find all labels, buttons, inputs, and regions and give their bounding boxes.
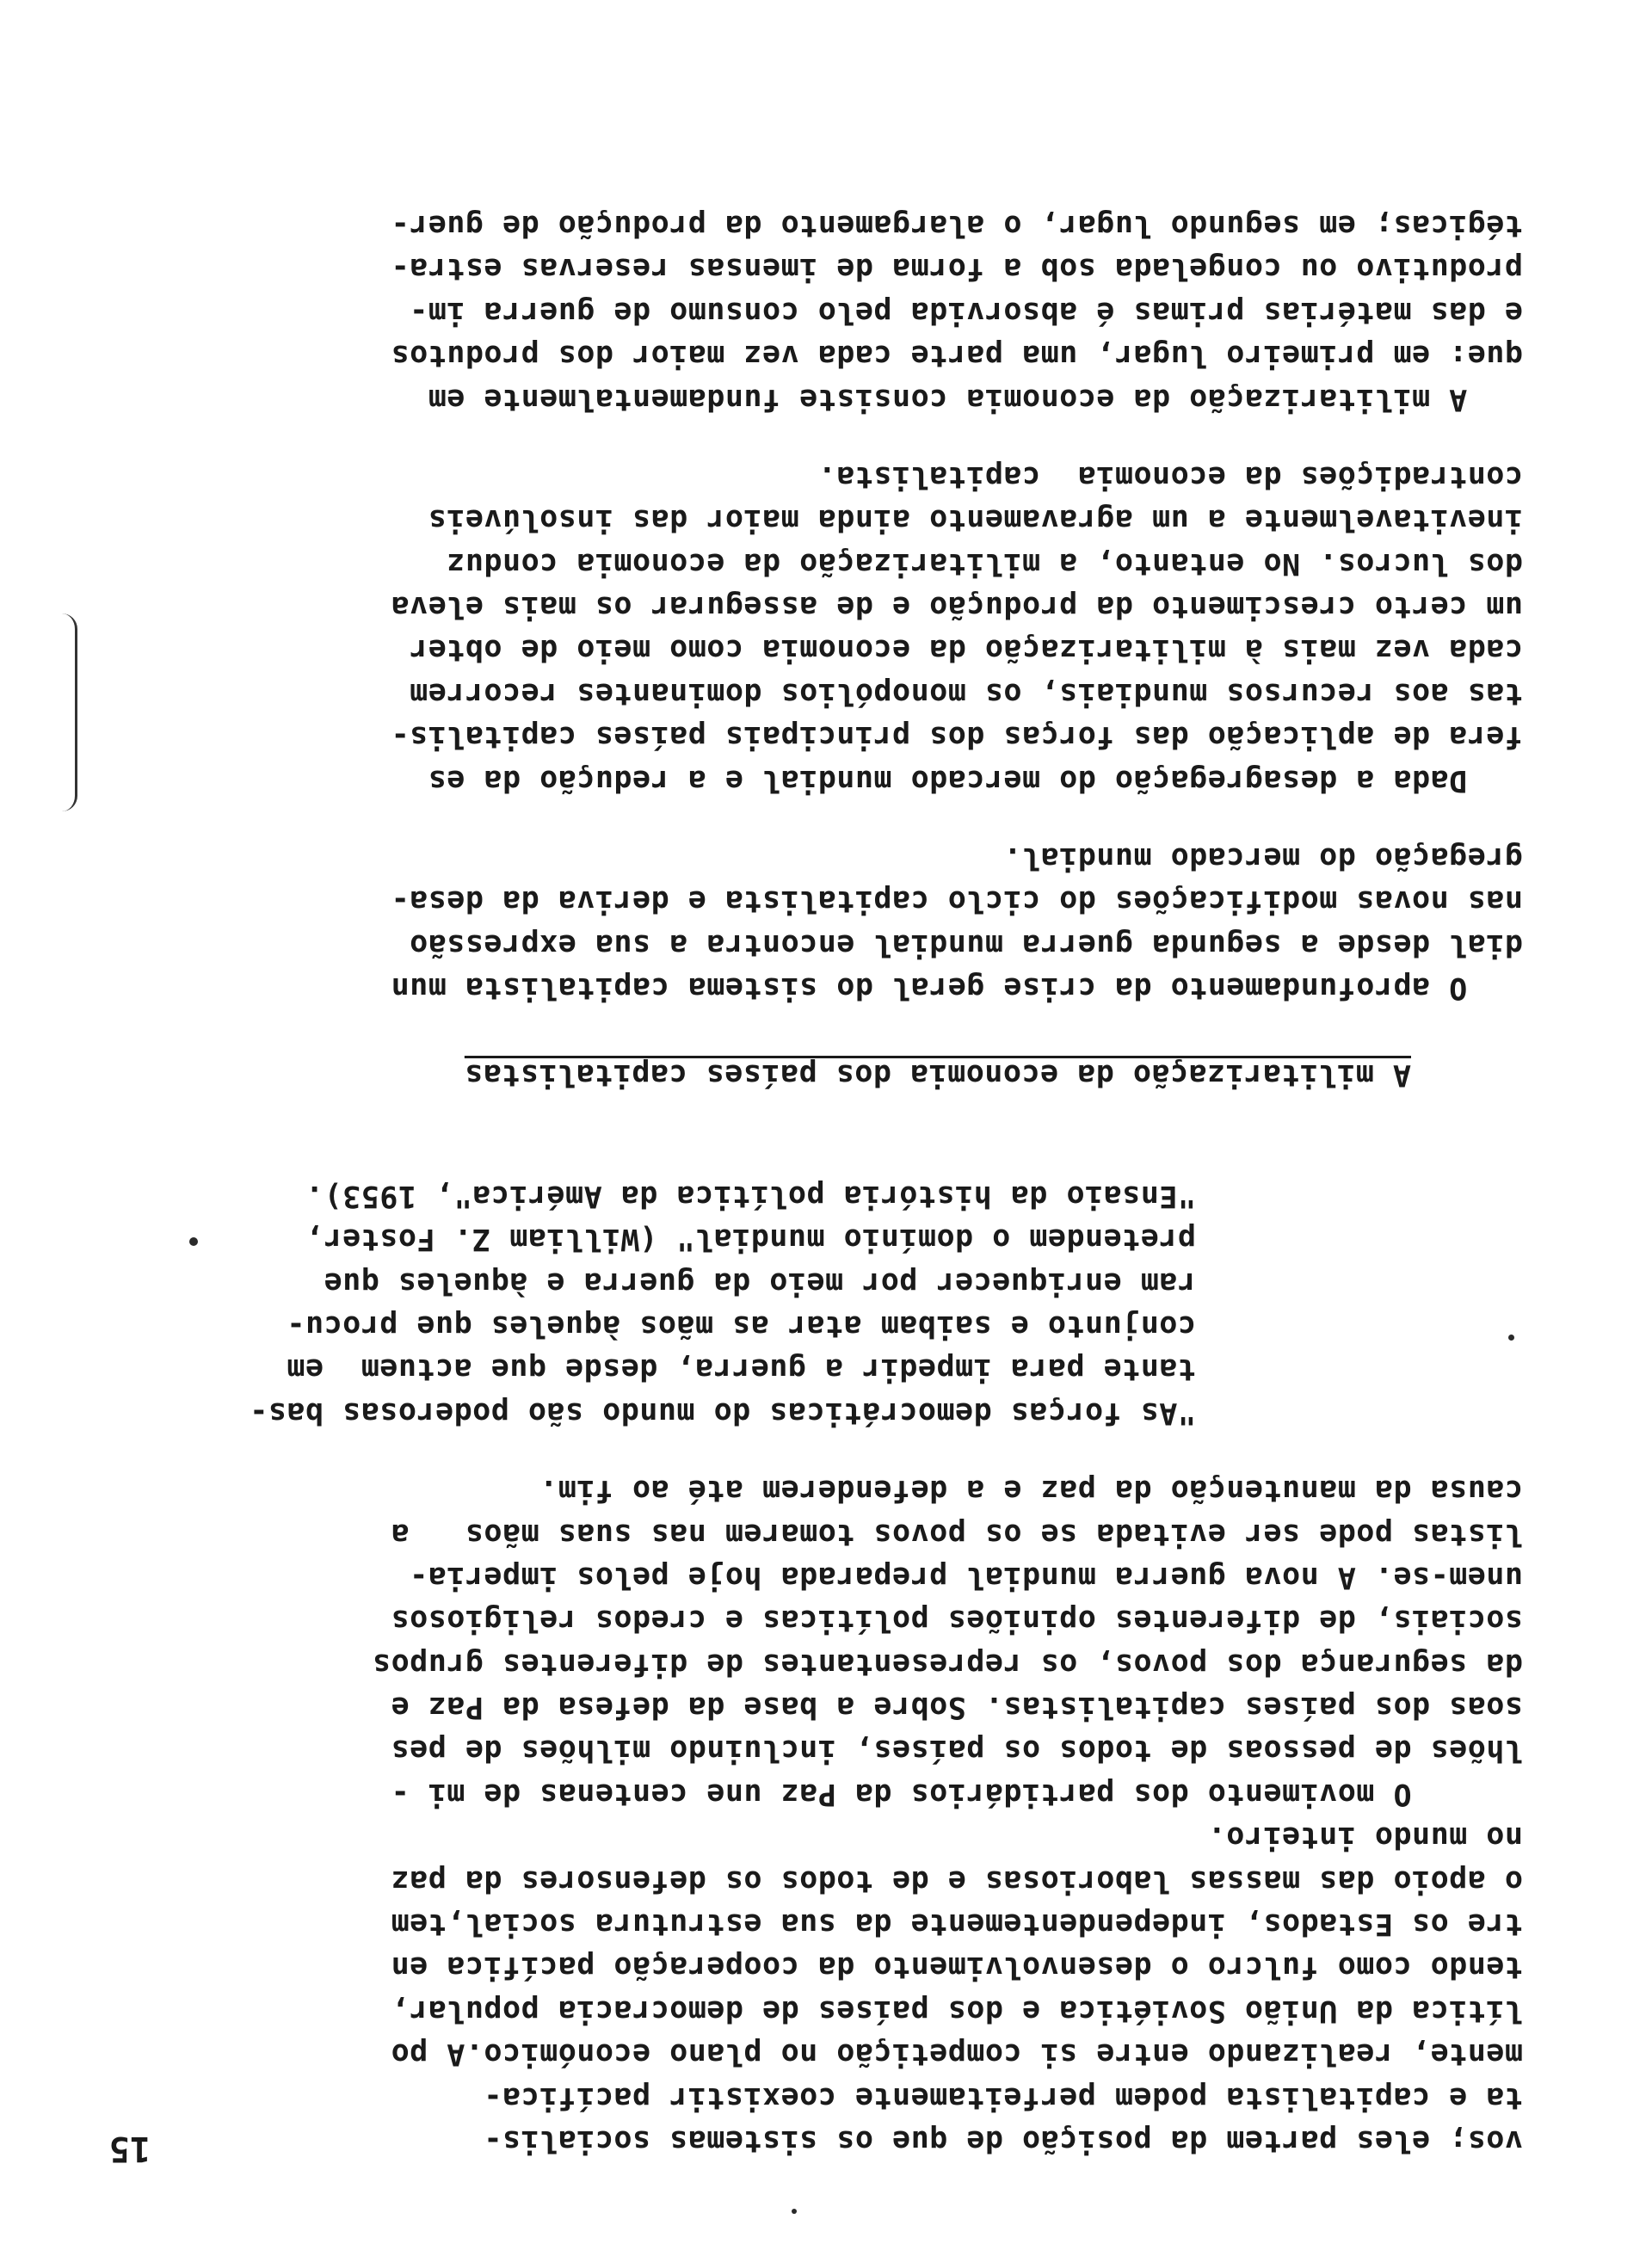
quote-line: pretendem o domínio mundial" (William Z. Foster, <box>305 1222 1196 1257</box>
text-line: O movimento dos partidários da Paz une centenas de mi - <box>391 1776 1523 1811</box>
paragraph-market-disaggregation <box>95 455 1523 802</box>
text-line: causa da manutenção da paz e a defenderem até ao fim. <box>539 1473 1523 1508</box>
text-line: tégicas; em segundo lugar, o alargamento da produção de guer- <box>391 207 1523 243</box>
quote-line: conjunto e saibam atar as mãos àqueles que procu- <box>286 1308 1196 1343</box>
block-quote <box>95 1174 1523 1433</box>
text-line: dos lucros. No entanto, a militarização da economia conduz <box>446 546 1523 581</box>
text-line: tas aos recursos mundiais, os monopólios dominantes recorrem <box>409 675 1523 711</box>
text-line: um certo crescimento da produção e de assegurar os mais eleva <box>391 589 1523 625</box>
text-line: listas pode ser evitada se os povos tomarem nas suas mãos a <box>391 1516 1523 1551</box>
text-line: e das matérias primas é absorvida pelo consumo de guerra im- <box>409 294 1523 330</box>
paragraph-crisis <box>95 836 1523 1010</box>
text-line: tendo como fulcro o desenvolvimento da cooperação pacífica en <box>391 1950 1523 1985</box>
text-line: cada vez mais à militarização da economia como meio de obter <box>409 632 1523 668</box>
text-line: vos; eles partem da posição de que os sistemas socialis- <box>483 2124 1523 2158</box>
text-line: produtivo ou congelada sob a forma de imensas reservas estra- <box>391 251 1523 287</box>
paragraph-peace-movement <box>95 1469 1523 1816</box>
text-line: inevitavelmente a um agravamento ainda maior das insolúveis <box>428 502 1523 538</box>
document-body <box>95 204 1523 2162</box>
text-line: lhões de pessoas de todos os países, incluindo milhões de pes <box>391 1733 1523 1768</box>
text-line: A militarização da economia consiste fundamentalmente em <box>428 381 1523 416</box>
margin-bracket-mark <box>52 613 77 811</box>
text-line: ta e capitalista podem perfeitamente coexistir pacífica- <box>483 2080 1523 2115</box>
text-line: O aprofundamento da crise geral do sistema capitalista mun <box>391 971 1523 1006</box>
text-line: unem-se. A nova guerra mundial preparada hoje pelos imperia- <box>409 1559 1523 1594</box>
text-line: nas novas modificações do ciclo capitalista e deriva da desa- <box>391 884 1523 919</box>
quote-line: "Ensaio da história política da América", 1953). <box>305 1178 1196 1213</box>
text-line: gregação do mercado mundial. <box>1002 841 1523 876</box>
text-line: soas dos países capitalistas. Sobre a base da defesa da Paz e <box>391 1690 1523 1725</box>
text-line: Dada a desagregação do mercado mundial e a redução da es <box>428 762 1523 798</box>
text-line: dial desde a segunda guerra mundial encontra a sua expressão <box>409 927 1523 962</box>
quote-line: ram enriquecer por meio da guerra e àqueles que <box>324 1265 1196 1300</box>
text-line: fera de aplicação das forças dos principais países capitalis- <box>391 719 1523 755</box>
text-line: da segurança dos povos, os representantes de diferentes grupos <box>372 1646 1523 1681</box>
text-line: mente, realizando entre si competição no plano económico.A po <box>391 2037 1523 2072</box>
quote-line: "As forças democráticas do mundo são poderosas bas- <box>249 1395 1196 1430</box>
paragraph-coexistence <box>95 1816 1523 2162</box>
text-line: tre os Estados, independentemente da sua estrutura social,tem <box>391 1907 1523 1942</box>
section-title: A militarização da economia dos países capitalistas <box>464 1057 1411 1093</box>
ink-speck <box>792 2209 797 2214</box>
text-line: no mundo inteiro. <box>1207 1820 1523 1855</box>
quote-line: tante para impedir a guerra, desde que actuem em <box>286 1352 1196 1387</box>
text-line: sociais, de diferentes opiniões políticas e credos religiosos <box>391 1603 1523 1638</box>
ink-speck <box>1508 1335 1514 1341</box>
ink-speck <box>189 1237 198 1246</box>
paragraph-militarization <box>95 204 1523 421</box>
text-line: o apoio das massas laboriosas e de todos os defensores da paz <box>391 1863 1523 1898</box>
text-line: que: em primeiro lugar, uma parte cada vez maior dos produtos <box>391 338 1523 373</box>
text-line: contradições da economia capitalista. <box>817 459 1523 494</box>
text-line: lítica da União Soviética e dos países de democracia popular, <box>391 1993 1523 2028</box>
page-number: 15 <box>108 2129 151 2168</box>
